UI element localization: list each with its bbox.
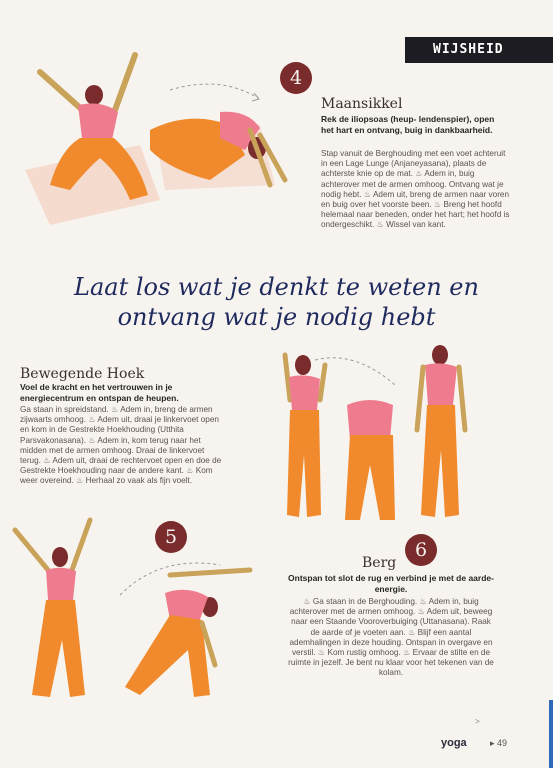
pose-subtitle-maansikkel: Rek de iliopsoas (heup- lendenspier), open het hart en ontvang, buig in dankbaarheid. [321, 114, 495, 135]
pose-title-berg: Berg [362, 555, 397, 571]
pose-subtitle-berg: Ontspan tot slot de rug en verbind je met de aarde-energie. [288, 573, 494, 594]
pose-instructions-maansikkel: Stap vanuit de Berghouding met een voet achteruit in een Lage Lunge (Anjaneyasana), plaats de achterste knie op de mat. ♨ Adem in, buig achterover met de armen omhoog. Ontvang wat je nodig hebt. ♨ Adem uit, breng de armen naar voren en buig over het voorste been. ♨ Breng het hoofd helemaal naar beneden, onder het hart; het hoofd is ondergeschikt. ♨ Wissel van kant. [321, 149, 510, 230]
pose-title-bewegende-hoek: Bewegende Hoek [20, 366, 145, 382]
quote-line-2: ontvang wat je nodig hebt [117, 303, 436, 331]
page-edge-tab [549, 700, 553, 768]
bewegende-hoek-illustration [10, 515, 260, 705]
step-number-4: 4 [280, 62, 312, 94]
quote-line-1: Laat los wat je denkt te weten en [74, 273, 479, 301]
pose-subtitle-bewegende-hoek: Voel de kracht en het vertrouwen in je energiecentrum en ontspan de heupen. [20, 382, 179, 403]
step-number-6: 6 [405, 534, 437, 566]
pose-instructions-bewegende-hoek: Ga staan in spreidstand. ♨ Adem in, breng de armen zijwaarts omhoog. ♨ Adem uit, draai je linkervoet open en kom in de Gestrekte Hoekhouding (Utthita Parsvakonasana). ♨ Adem in, kom terug naar het midden met de armen omhoog. Draai de linkervoet terug. ♨ Adem uit, draai de rechtervoet open en doe de Gestrekte Hoekhouding naar de andere kant. ♨ Kom weer overeind. ♨ Herhaal zo vaak als fijn voelt. [20, 405, 222, 486]
page-number: ▸ 49 [490, 738, 508, 748]
pose-title-maansikkel: Maansikkel [321, 96, 403, 112]
pose-instructions-berg: ♨ Ga staan in de Berghouding. ♨ Adem in, buig achterover met de armen omhoog. ♨ Adem uit, beweeg naar een Staande Vooroverbuiging (Uttanasana). Raak de aarde of je voeten aan. ♨ Blijf een aantal ademhalingen in deze houding. Ontspan in overgave en verstil. ♨ Kom rustig omhoog. ♨ Ervaar de stilte en de ruimte in jezelf. Je bent nu klaar voor het tekenen van de kolam. [288, 597, 494, 678]
continue-arrow-icon: > [475, 717, 480, 726]
section-tag: WIJSHEID [405, 37, 553, 63]
step-number-5: 5 [155, 521, 187, 553]
magazine-brand: yoga [441, 737, 467, 749]
dashed-arrow-icon [170, 84, 258, 98]
berg-illustration [275, 345, 475, 530]
maansikkel-illustration [20, 50, 290, 230]
